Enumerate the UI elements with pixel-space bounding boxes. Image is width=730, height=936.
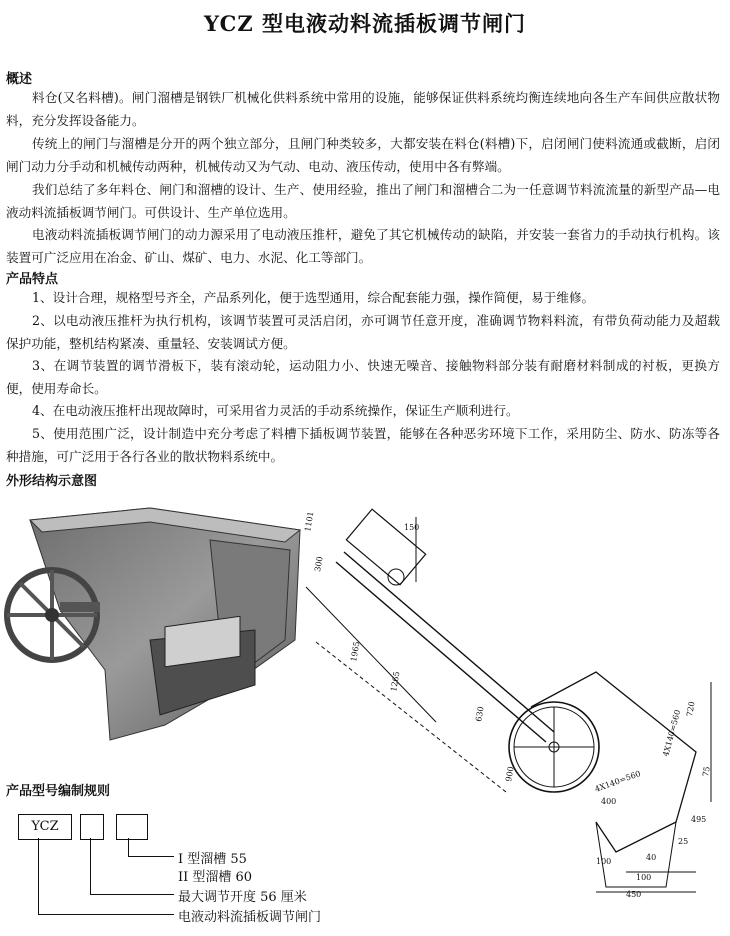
connector-line — [128, 856, 174, 857]
model-rule-heading: 产品型号编制规则 — [6, 784, 111, 799]
dim-label: 900 — [504, 765, 516, 783]
dim-label: 100 — [596, 857, 612, 866]
feature-item: 2、以电动液压推杆为执行机构，该调节装置可灵活启闭，亦可调节任意开度，准确调节物料料流，有带负荷动能力及超载保护功能，整机结构紧凑、重量轻、安装调试方便。 — [6, 313, 720, 351]
connector-line — [90, 894, 174, 895]
dim-label: 630 — [474, 705, 486, 723]
dim-label: 4X140=560 — [593, 768, 642, 794]
connector-line — [90, 838, 91, 894]
dim-label: 400 — [601, 797, 617, 806]
model-legend-item: 最大调节开度 56 厘米 — [178, 890, 307, 905]
dimension-drawing — [296, 492, 726, 902]
dim-label: 100 — [636, 873, 652, 882]
overview-paragraph: 电液动料流插板调节闸门的动力源采用了电动液压推杆，避免了其它机械传动的缺陷，并安装一套省力的手动执行机构。该装置可广泛应用在冶金、矿山、煤矿、电力、水泥、化工等部门。 — [6, 227, 720, 265]
overview-paragraph: 传统上的闸门与溜槽是分开的两个独立部分，且闸门种类较多，大都安装在料仓(料槽)下，启闭闸门使料流通或截断，启闭闸门动力分手动和机械传动两种，机械传动又为气动、电动、液压传动，使用中各有弊端。 — [6, 136, 720, 174]
features-heading: 产品特点 — [6, 272, 59, 287]
dim-label: 300 — [313, 555, 325, 573]
dim-label: 720 — [685, 700, 697, 718]
model-code-box: YCZ — [18, 814, 72, 840]
feature-item: 4、在电动液压推杆出现故障时，可采用省力灵活的手动系统操作，保证生产顺利进行。 — [32, 403, 519, 418]
model-legend-item: II 型溜槽 60 — [178, 870, 253, 885]
feature-item: 3、在调节装置的调节滑板下，装有滚动轮，运动阻力小、快速无噪音、接触物料部分装有耐磨材料制成的衬板，更换方便，使用寿命长。 — [6, 358, 720, 396]
dim-label: 1265 — [389, 670, 402, 693]
dim-label: 25 — [678, 837, 689, 846]
connector-line — [128, 838, 129, 856]
overview-heading: 概述 — [6, 72, 33, 87]
dim-label: 4X140=560 — [661, 708, 683, 758]
overview-paragraph: 我们总结了多年料仓、闸门和溜槽的设计、生产、使用经验，推出了闸门和溜槽合二为一任意调节料流流量的新型产品—电液动料流插板调节闸门。可供设计、生产单位选用。 — [6, 182, 720, 220]
overview-paragraph: 料仓(又名料槽)。闸门溜槽是钢铁厂机械化供料系统中常用的设施，能够保证供料系统均衡连续地向各生产车间供应散状物料，充分发挥设备能力。 — [6, 90, 720, 128]
model-code-placeholder-box — [80, 814, 104, 840]
model-legend-item: I 型溜槽 55 — [178, 852, 247, 867]
model-code-placeholder-box — [116, 814, 148, 840]
connector-line — [38, 914, 174, 915]
connector-line — [38, 838, 39, 914]
dim-label: 450 — [626, 890, 642, 899]
model-legend-item: 电液动料流插板调节闸门 — [178, 910, 322, 925]
structure-heading: 外形结构示意图 — [6, 474, 98, 489]
dim-label: 75 — [701, 765, 712, 778]
dim-label: 150 — [404, 523, 420, 532]
dim-label: 1101 — [303, 510, 316, 533]
dim-label: 495 — [691, 815, 707, 824]
gate-photo — [0, 490, 310, 750]
dim-label: 1965 — [349, 640, 362, 663]
dim-label: 40 — [646, 853, 657, 862]
page-title: YCZ 型电液动料流插板调节闸门 — [204, 11, 526, 36]
feature-item: 1、设计合理，规格型号齐全，产品系列化，便于选型通用，综合配套能力强，操作简便，易于维修。 — [32, 290, 595, 305]
feature-item: 5、使用范围广泛，设计制造中充分考虑了料槽下插板调节装置，能够在各种恶劣环境下工作，采用防尘、防水、防冻等各种措施，可广泛用于各行各业的散状物料系统中。 — [6, 426, 720, 464]
